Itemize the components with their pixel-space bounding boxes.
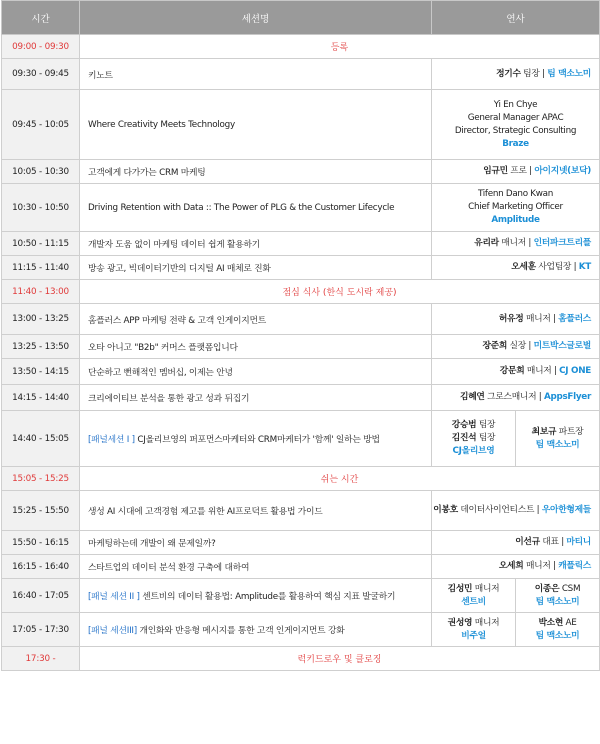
speaker-name: Tifenn Dano Kwan: [477, 189, 554, 199]
header-time: 시간: [2, 1, 80, 35]
speaker-company: 마티니: [566, 537, 591, 547]
speaker-company: 팀 맥소노미: [535, 630, 580, 641]
table-row: [2, 160, 600, 184]
speaker-name: 유리라: [474, 238, 499, 248]
speaker-company: 비주얼: [461, 630, 486, 641]
panel-speakers: [432, 579, 599, 612]
speaker-name: 장준희: [482, 341, 508, 351]
speaker-cell: 오세훈 사업팀장 | KT: [432, 256, 600, 280]
panel-speaker-right: [515, 613, 599, 646]
time-cell: 17:05 - 17:30: [2, 613, 80, 647]
speaker-title: General Manager APAC: [467, 112, 564, 123]
table-row: [2, 59, 600, 90]
session-title: 방송 광고, 빅데이터기반의 디지털 AI 매체로 진화: [80, 256, 432, 280]
speaker-title: 프로: [510, 166, 527, 176]
table-row: [2, 90, 600, 160]
session-title: 크리에이티브 분석을 통한 광고 성과 뒤집기: [80, 385, 432, 411]
session-title: 오타 아니고 "B2b" 커머스 플랫폼입니다: [80, 335, 432, 359]
speaker-name: 김성민: [447, 583, 473, 594]
panel-speaker-left: [432, 579, 515, 612]
session-title: [80, 579, 432, 613]
session-text: 센트비의 데이터 활용법: Amplitude를 활용하여 핵심 지표 발굴하기: [142, 592, 396, 602]
time-cell: 09:30 - 09:45: [2, 59, 80, 90]
speaker-title: 실장: [509, 341, 526, 351]
table-row: [2, 359, 600, 385]
header-session: 세션명: [80, 1, 432, 35]
speaker-name: 권성영: [447, 617, 473, 628]
speaker-company: Braze: [502, 138, 529, 149]
speaker-cell: 김혜연 그로스매니저 | AppsFlyer: [432, 385, 600, 411]
table-row: [2, 647, 600, 671]
speaker-title: 사업팀장: [538, 262, 572, 272]
speaker-name: 임규민: [483, 166, 508, 176]
session-title: 생성 AI 시대에 고객경험 제고를 위한 AI프로덕트 활용법 가이드: [80, 491, 432, 531]
speaker-name: 이봉호: [433, 505, 458, 515]
time-cell: 13:00 - 13:25: [2, 304, 80, 335]
speaker-title: 매니저: [474, 617, 500, 628]
panel-speakers: [432, 411, 599, 466]
table-row: [2, 335, 600, 359]
table-row: [2, 579, 600, 613]
speaker-title: 매니저: [525, 313, 551, 324]
speaker-cell: 이봉호 데이터사이언티스트 | 우아한형제들: [432, 491, 600, 531]
speaker-name: 이종은: [534, 583, 560, 594]
speaker-name: 박소현: [538, 617, 564, 628]
speaker-company: AppsFlyer: [543, 392, 591, 402]
speaker-name: 김진석: [451, 433, 477, 443]
speaker-title: 매니저: [474, 583, 500, 594]
table-row: [2, 613, 600, 647]
speaker-company: 미트박스글로벌: [533, 341, 591, 351]
speaker-cell: [432, 411, 600, 467]
session-title: [80, 613, 432, 647]
speaker-title: Chief Marketing Officer: [468, 202, 563, 212]
time-cell: 15:50 - 16:15: [2, 531, 80, 555]
speaker-name: 허유정: [498, 313, 524, 324]
panel-label: [패널세션 I ]: [88, 435, 135, 445]
speaker-cell: 오세희 매니저 | 캐플릭스: [432, 555, 600, 579]
speaker-title: 팀장: [523, 68, 540, 79]
speaker-title: Director, Strategic Consulting: [454, 125, 577, 136]
panel-speakers: [432, 613, 599, 646]
time-cell: 15:25 - 15:50: [2, 491, 80, 531]
speaker-cell: [432, 579, 600, 613]
table-row: [2, 491, 600, 531]
session-title: 키노트: [80, 59, 432, 90]
speaker-name: 오세훈: [511, 262, 536, 272]
speaker-title: 매니저: [501, 238, 526, 248]
agenda-table: [1, 0, 600, 671]
session-title: [80, 411, 432, 467]
speaker-title: 파트장: [558, 426, 584, 437]
panel-speaker-left: [432, 613, 515, 646]
speaker-company: 팀 맥소노미: [535, 439, 580, 450]
speaker-company: 인터파크트리플: [533, 238, 591, 248]
table-row: [2, 411, 600, 467]
session-title: 홈플러스 APP 마케팅 전략 & 고객 인게이지먼트: [80, 304, 432, 335]
speaker-title: 팀장: [478, 433, 496, 443]
table-row: [2, 280, 600, 304]
session-title: 단순하고 뻔해적인 멤버십, 이제는 안녕: [80, 359, 432, 385]
table-row: [2, 256, 600, 280]
session-text: 개인화와 반응형 메시지를 통한 고객 인게이지먼트 강화: [139, 626, 345, 636]
speaker-title: 매니저: [526, 366, 552, 376]
panel-speaker-line: [535, 583, 581, 596]
session-title: 스타트업의 데이터 분석 환경 구축에 대하여: [80, 555, 432, 579]
session-title: Where Creativity Meets Technology: [80, 90, 432, 160]
time-cell: 11:15 - 11:40: [2, 256, 80, 280]
special-event-cell: 쉬는 시간: [80, 467, 600, 491]
speaker-cell: 정기수 팀장 | 팀 맥소노미: [432, 59, 600, 90]
speaker-name: 강문희: [499, 366, 525, 376]
speaker-cell: [432, 613, 600, 647]
speaker-cell: 유리라 매니저 | 인터파크트리플: [432, 232, 600, 256]
speaker-name: 이선규: [515, 537, 540, 547]
time-cell: 11:40 - 13:00: [2, 280, 80, 304]
speaker-company: 팀 맥소노미: [535, 596, 580, 607]
table-row: [2, 531, 600, 555]
table-header-row: [2, 1, 600, 35]
speaker-title: 그로스매니저: [487, 392, 537, 402]
panel-speaker-line: [448, 617, 500, 630]
panel-speaker-right: [515, 579, 599, 612]
time-cell: 16:40 - 17:05: [2, 579, 80, 613]
panel-speaker-right: [515, 411, 599, 466]
speaker-company: 홈플러스: [558, 313, 591, 324]
panel-speaker-line: [452, 419, 496, 432]
speaker-company: 아이지넷(보닥): [534, 166, 591, 176]
speaker-company: CJ올리브영: [452, 446, 495, 456]
speaker-name: Yi En Chye: [493, 99, 538, 110]
table-row: [2, 467, 600, 491]
table-row: [2, 184, 600, 232]
speaker-company: 팀 맥소노미: [547, 68, 591, 79]
speaker-title: 대표: [542, 537, 559, 547]
speaker-cell: [432, 184, 600, 232]
session-title: 마케팅하는데 개발이 왜 문제일까?: [80, 531, 432, 555]
session-title: Driving Retention with Data :: The Power of PLG & the Customer Lifecycle: [80, 184, 432, 232]
time-cell: 13:50 - 14:15: [2, 359, 80, 385]
table-row: [2, 232, 600, 256]
speaker-title: 매니저: [525, 561, 551, 571]
special-event-cell: 점심 식사 (한식 도시락 제공): [80, 280, 600, 304]
panel-label: [패널 세션 II ]: [88, 592, 140, 602]
panel-label: [패널 세션III]: [88, 626, 137, 636]
table-row: [2, 35, 600, 59]
agenda-body: [2, 35, 600, 671]
time-cell: 10:30 - 10:50: [2, 184, 80, 232]
special-event-cell: 럭키드로우 및 클로징: [80, 647, 600, 671]
panel-speaker-line: [448, 583, 500, 596]
speaker-title: AE: [565, 617, 577, 628]
speaker-name: 김혜연: [460, 392, 485, 402]
panel-speaker-line: [538, 617, 576, 630]
special-event-cell: 등록: [80, 35, 600, 59]
time-cell: 17:30 -: [2, 647, 80, 671]
time-cell: 10:05 - 10:30: [2, 160, 80, 184]
time-cell: 14:15 - 14:40: [2, 385, 80, 411]
time-cell: 09:00 - 09:30: [2, 35, 80, 59]
speaker-title: 팀장: [478, 420, 496, 430]
speaker-title: 데이터사이언티스트: [460, 505, 535, 515]
time-cell: 09:45 - 10:05: [2, 90, 80, 160]
speaker-cell: 임규민 프로 | 아이지넷(보닥): [432, 160, 600, 184]
speaker-company: 캐플릭스: [558, 561, 591, 571]
header-speaker: 연사: [432, 1, 600, 35]
speaker-cell: [432, 90, 600, 160]
speaker-company: CJ ONE: [559, 366, 591, 376]
speaker-name: 강승범: [451, 420, 477, 430]
speaker-name: 정기수: [496, 68, 521, 79]
speaker-name: 오세희: [498, 561, 524, 571]
speaker-cell: 장준희 실장 | 미트박스글로벌: [432, 335, 600, 359]
panel-speaker-left: [432, 411, 515, 466]
time-cell: 15:05 - 15:25: [2, 467, 80, 491]
time-cell: 16:15 - 16:40: [2, 555, 80, 579]
session-text: CJ올리브영의 퍼포먼스마케터와 CRM마케터가 '함께' 일하는 방법: [137, 435, 380, 445]
panel-speaker-line: [452, 432, 496, 445]
speaker-name: 최보규: [531, 426, 557, 437]
table-row: [2, 304, 600, 335]
speaker-company: KT: [578, 262, 591, 272]
speaker-cell: 이선규 대표 | 마티니: [432, 531, 600, 555]
speaker-cell: 강문희 매니저 | CJ ONE: [432, 359, 600, 385]
time-cell: 13:25 - 13:50: [2, 335, 80, 359]
session-title: 개발자 도움 없이 마케팅 데이터 쉽게 활용하기: [80, 232, 432, 256]
speaker-cell: 허유정 매니저 | 홈플러스: [432, 304, 600, 335]
speaker-company: 센트비: [461, 596, 486, 607]
table-row: [2, 555, 600, 579]
table-row: [2, 385, 600, 411]
speaker-company: Amplitude: [491, 215, 540, 225]
speaker-company: 우아한형제들: [541, 505, 591, 515]
speaker-title: CSM: [561, 583, 581, 594]
session-title: 고객에게 다가가는 CRM 마케팅: [80, 160, 432, 184]
time-cell: 14:40 - 15:05: [2, 411, 80, 467]
time-cell: 10:50 - 11:15: [2, 232, 80, 256]
panel-speaker-line: [532, 426, 584, 439]
